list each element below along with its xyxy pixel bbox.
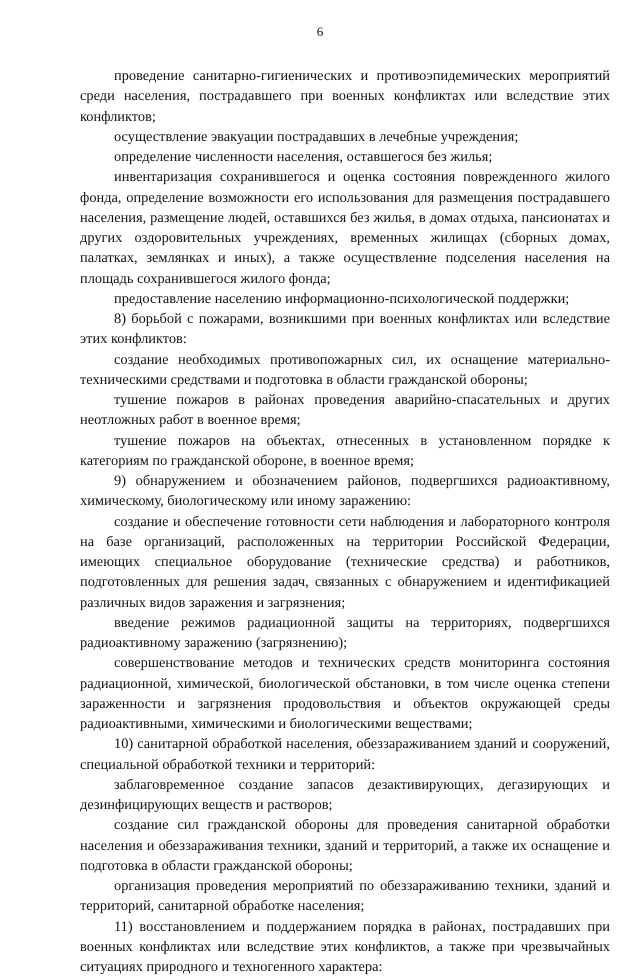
paragraph: организация проведения мероприятий по обеззараживанию техники, зданий и территорий, санитарной обработке населения; bbox=[80, 876, 610, 917]
document-body bbox=[80, 66, 610, 977]
list-item-heading: 9) обнаружением и обозначением районов, подвергшихся радиоактивному, химическому, биологическому или иному заражению: bbox=[80, 471, 610, 512]
paragraph: проведение санитарно-гигиенических и противоэпидемических мероприятий среди населения, пострадавшего при военных конфликтах или вследствие этих конфликтов; bbox=[80, 66, 610, 127]
paragraph: тушение пожаров в районах проведения аварийно-спасательных и других неотложных работ в военное время; bbox=[80, 390, 610, 431]
list-item-heading: 10) санитарной обработкой населения, обеззараживанием зданий и сооружений, специальной обработкой техники и территорий: bbox=[80, 734, 610, 775]
paragraph: создание сил гражданской обороны для проведения санитарной обработки населения и обеззараживания техники, зданий и территорий, а также их оснащение и подготовка в области гражданской обороны; bbox=[80, 815, 610, 876]
list-item-heading: 11) восстановлением и поддержанием порядка в районах, пострадавших при военных конфликтах или вследствие этих конфликтов, а также при чрезвычайных ситуациях природного и техногенного характера: bbox=[80, 917, 610, 977]
paragraph: создание и обеспечение готовности сети наблюдения и лабораторного контроля на базе организаций, расположенных на территории Российской Федерации, имеющих специальное оборудование (технические средства) и работников, подготовленных для решения задач, связанных с обнаружением и идентификацией различных видов заражения и загрязнения; bbox=[80, 512, 610, 613]
paragraph: заблаговременное создание запасов дезактивирующих, дегазирующих и дезинфицирующих веществ и растворов; bbox=[80, 775, 610, 816]
paragraph: совершенствование методов и технических средств мониторинга состояния радиационной, химической, биологической обстановки, в том числе оценка степени зараженности и загрязнения продовольствия и объектов окружающей среды радиоактивными, химическими и биологическими веществами; bbox=[80, 653, 610, 734]
page-number: 6 bbox=[0, 24, 640, 40]
paragraph: введение режимов радиационной защиты на территориях, подвергшихся радиоактивному заражению (загрязнению); bbox=[80, 613, 610, 654]
paragraph: предоставление населению информационно-психологической поддержки; bbox=[80, 289, 610, 309]
paragraph: определение численности населения, оставшегося без жилья; bbox=[80, 147, 610, 167]
list-item-heading: 8) борьбой с пожарами, возникшими при военных конфликтах или вследствие этих конфликтов: bbox=[80, 309, 610, 350]
paragraph: тушение пожаров на объектах, отнесенных в установленном порядке к категориям по гражданской обороне, в военное время; bbox=[80, 431, 610, 472]
paragraph: осуществление эвакуации пострадавших в лечебные учреждения; bbox=[80, 127, 610, 147]
paragraph: создание необходимых противопожарных сил, их оснащение материально-техническими средствами и подготовка в области гражданской обороны; bbox=[80, 350, 610, 391]
paragraph: инвентаризация сохранившегося и оценка состояния поврежденного жилого фонда, определение возможности его использования для размещения пострадавшего населения, размещение людей, оставшихся без жилья, в домах отдыха, пансионатах и других оздоровительных учреждениях, временных жилищах (сборных домах, палатках, землянках и иных), а также осуществление подселения населения на площадь сохранившегося жилого фонда; bbox=[80, 167, 610, 289]
